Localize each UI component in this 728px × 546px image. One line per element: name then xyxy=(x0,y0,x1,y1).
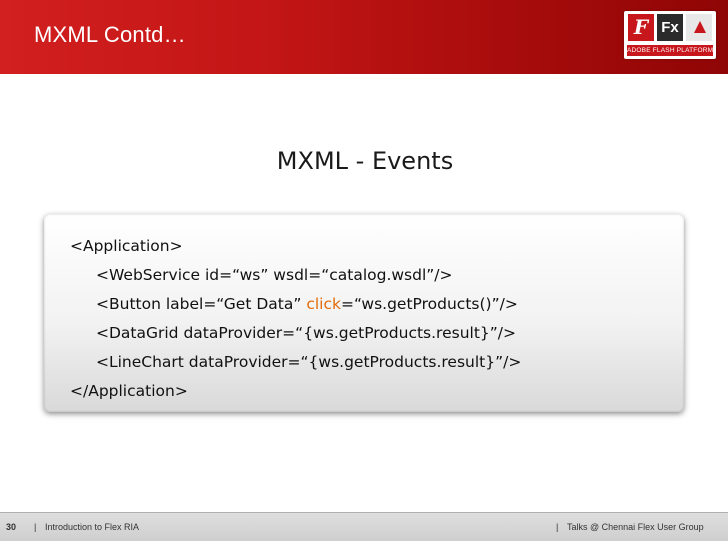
footer-separator-left: | xyxy=(34,522,37,532)
code-line-datagrid: <DataGrid dataProvider=“{ws.getProducts.result}”/> xyxy=(96,324,516,342)
logo-caption: ADOBE FLASH PLATFORM xyxy=(627,47,713,54)
code-block xyxy=(44,214,684,412)
footer-left-text: Introduction to Flex RIA xyxy=(45,522,140,532)
code-line-linechart: <LineChart dataProvider=“{ws.getProducts.result}”/> xyxy=(96,353,522,371)
code-keyword-click: click xyxy=(306,295,341,313)
adobe-flash-platform-logo xyxy=(624,11,716,59)
slide-header xyxy=(0,0,728,74)
code-line-application-open: <Application> xyxy=(70,237,183,255)
code-line-button-after: =“ws.getProducts()”/> xyxy=(340,295,518,313)
code-line-button xyxy=(96,295,518,313)
footer-right-text: Talks @ Chennai Flex User Group xyxy=(567,522,704,532)
code-line-application-close: </Application> xyxy=(70,382,188,400)
flash-icon: F xyxy=(628,14,654,41)
page-number: 30 xyxy=(6,522,17,532)
flex-icon: Fx xyxy=(657,14,683,41)
footer-separator-right: | xyxy=(556,522,559,532)
slide-footer xyxy=(0,512,728,541)
code-line-webservice: <WebService id=“ws” wsdl=“catalog.wsdl”/> xyxy=(96,266,453,284)
slide-title: MXML Contd… xyxy=(34,22,186,47)
adobe-icon xyxy=(686,14,712,41)
code-line-button-before: <Button label=“Get Data” xyxy=(96,295,307,313)
slide-subtitle: MXML - Events xyxy=(276,147,454,175)
